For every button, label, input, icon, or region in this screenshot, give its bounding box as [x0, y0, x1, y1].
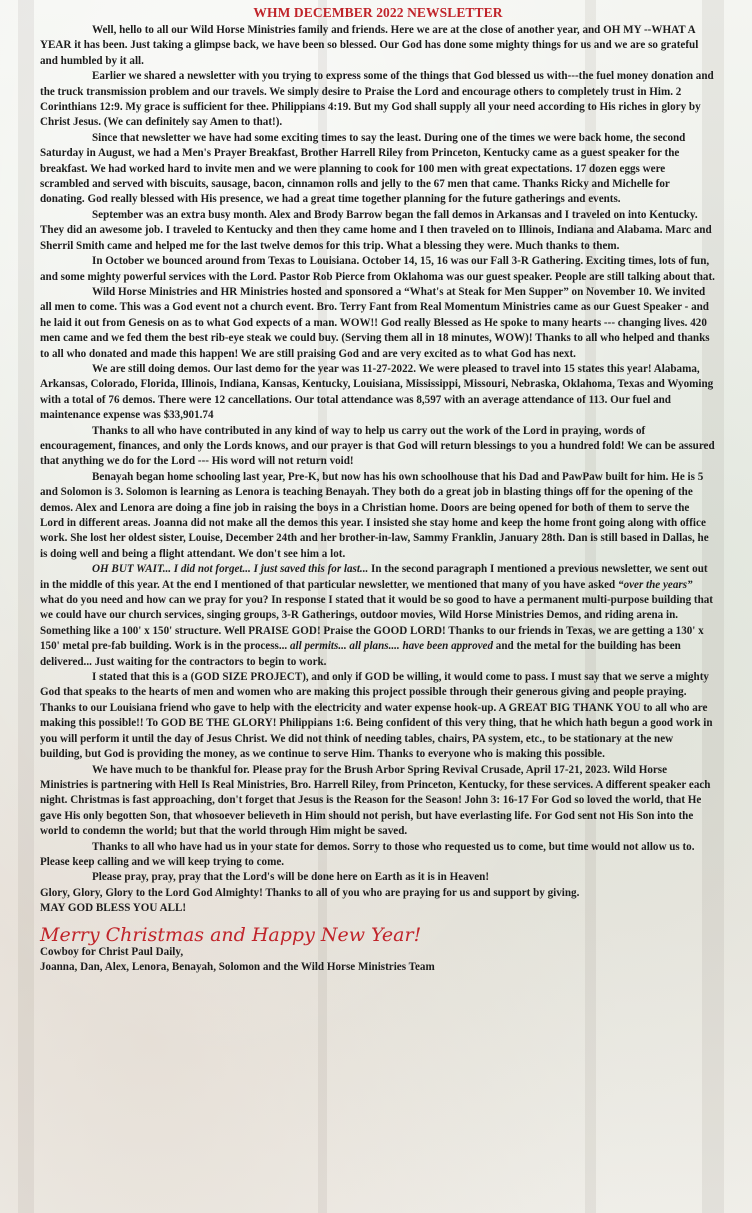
paragraph-earlier-newsletter: Earlier we shared a newsletter with you trying to express some of the things that God blessed us with---the fuel money donation and the truck transmission problem and our travels. We simply desire to Praise the Lord and encourage others to completely trust in Him. 2 Corinthians 12:9. My grace is sufficient for thee. Philippians 4:19. But my God shall supply all your need according to His riches in glory by Christ Jesus. (We can definitely say Amen to that!).	[40, 70, 714, 129]
paragraph-text: In the second paragraph I mentioned a previous newsletter, we sent out in the middle of this year. At the end I mentioned of that particular newsletter, we mentioned that many of you have asked	[40, 563, 708, 591]
paragraph-text: and the metal for the building has been delivered... Just waiting for the contractors to begin to work.	[40, 640, 681, 668]
paragraph-revival: We have much to be thankful for. Please pray for the Brush Arbor Spring Revival Crusade, April 17-21, 2023. Wild Horse Ministries is partnering with Hell Is Real Ministries, Bro. Harrell Riley, from Princeton, Kentucky, for these services. A different speaker each night. Christmas is fast approaching, don't forget that Jesus is the Reason for the Season! John 3: 16-17 For God so loved the world, that He gave His only begotten Son, that whosoever believeth in Him should not perish, but have everlasting life. For God sent not His Son into the world to condemn the world; but that the world through Him might be saved.	[40, 763, 711, 838]
paragraph-text: what do you need and how can we pray for you? In response I stated that it would be so good to have a permanent multi-purpose building that we could have our church services, singing groups, 3-R Gatherings, outdoor movies, Wild Horse Ministries Demos, and riding arena in. Something like a 100' x 150' structure. Well PRAISE GOD! Praise the GOOD LORD! Thanks to our friends in Texas, we are getting a 130' x 150' metal pre-fab building. Work is in the process...	[40, 594, 714, 653]
newsletter-title: WHM DECEMBER 2022 NEWSLETTER	[253, 5, 503, 20]
paragraph-blessing: MAY GOD BLESS YOU ALL!	[40, 902, 187, 915]
signature-line: Cowboy for Christ Paul Daily,	[40, 945, 184, 958]
italic-text: “over the years”	[618, 578, 693, 591]
paragraph-glory: Glory, Glory, Glory to the Lord God Almighty! Thanks to all of you who are praying for us and support by giving.	[40, 886, 580, 899]
signature-team: Joanna, Dan, Alex, Lenora, Benayah, Solomon and the Wild Horse Ministries Team	[40, 960, 435, 973]
newsletter-body	[40, 4, 716, 975]
paragraph-greeting: Well, hello to all our Wild Horse Ministries family and friends. Here we are at the close of another year, and OH MY --WHAT A YEAR it has been. Just taking a glimpse back, we have been so blessed. Our God has done some mighty things for us and we are so grateful and humbled by it all.	[40, 24, 699, 67]
paragraph-prayer-breakfast: Since that newsletter we have had some exciting times to say the least. During one of the times we were back home, the second Saturday in August, we had a Men's Prayer Breakfast, Brother Harrell Riley from Princeton, Kentucky came as a guest speaker for the breakfast. We had worked hard to invite men and we were planning to cook for 100 men with great expectations. 17 dozen eggs were scrambled and served with biscuits, sausage, bacon, cinnamon rolls and jelly to the 67 men that came. Thanks Ricky and Michelle for donating. God really blessed with His presence, we had a great time together planning for the future gatherings and events.	[40, 131, 686, 206]
paragraph-demos: We are still doing demos. Our last demo for the year was 11-27-2022. We were pleased to travel into 15 states this year! Alabama, Arkansas, Colorado, Florida, Illinois, Indiana, Kansas, Kentucky, Louisiana, Mississippi, Missouri, Nebraska, Oklahoma, Texas and Wyoming with a total of 76 demos. There were 12 cancellations. Our total attendance was 8,597 with an average attendance of 113. Our fuel and maintenance expense was $33,901.74	[40, 362, 714, 422]
paragraph-thanks: Thanks to all who have contributed in any kind of way to help us carry out the work of the Lord in praying, words of encouragement, finances, and only the Lords knows, and our prayer is that God will return blessings to you a hundred fold! We can be assured that anything we do for the Lord --- His word will not return void!	[40, 424, 715, 468]
paragraph-men-supper: Wild Horse Ministries and HR Ministries hosted and sponsored a “What's at Steak for Men Supper” on November 10. We invited all men to come. This was a God event not a church event. Bro. Terry Fant from Real Momentum Ministries came as our Guest Speaker - and he laid it out from Genesis on as to what God expects of a man. WOW!! God really Blessed as He spoke to many hearts --- changing lives. 420 men came and we fed them the best rib-eye steak we could buy. (Serving them all in 18 minutes, WOW)! Thanks to all who helped and thanks to all who donated and made this happen! We are still praising God and are very excited as to what God has next.	[40, 285, 710, 360]
paragraph-state-demos: Thanks to all who have had us in your state for demos. Sorry to those who requested us to come, but time would not allow us to. Please keep calling and we will keep trying to come.	[40, 840, 695, 868]
paragraph-family: Benayah began home schooling last year, Pre-K, but now has his own schoolhouse that his Dad and PawPaw built for him. He is 5 and Solomon is 3. Solomon is learning as Lenora is teaching Benayah. They both do a great job in blasting things off for the opening of the demos. Alex and Lenora are doing a fine job in raising the boys in a Christian home. Doors are being opened for both of them to serve the Lord in different areas. Joanna did not make all the demos this year. I insisted she stay home and keep the home front going along with office work. She lost her oldest sister, Louise, December 24th and her brother-in-law, Sammy Franklin, January 28th. Dan is still based in Dallas, he is doing well and being a flight attendant. We don't see him a lot.	[40, 470, 709, 560]
paragraph-building	[40, 562, 716, 670]
italic-text: OH BUT WAIT... I did not forget... I just saved this for last...	[92, 563, 369, 576]
paragraph-september: September was an extra busy month. Alex and Brody Barrow began the fall demos in Arkansas and I traveled on into Kentucky. They did an awesome job. I traveled to Kentucky and then they came home and I then traveled on to Illinois, Indiana and Alabama. Marc and Sherril Smith came and helped me for the last twelve demos for this trip. What a blessing they were. Much thanks to them.	[40, 208, 712, 252]
paragraph-pray: Please pray, pray, pray that the Lord's will be done here on Earth as it is in Heaven!	[92, 871, 490, 884]
italic-text: all permits... all plans.... have been approved	[289, 640, 494, 653]
christmas-greeting: Merry Christmas and Happy New Year!	[40, 923, 422, 946]
paragraph-god-size-project: I stated that this is a (GOD SIZE PROJECT), and only if GOD be willing, it would come to pass. I must say that we serve a mighty God that speaks to the hearts of men and women who are making this project possible through their generous giving and people praying. Thanks to our Louisiana friend who gave to help with the electricity and water expense hook-up. A GREAT BIG THANK YOU to all who are making this possible!! To GOD BE THE GLORY! Philippians 1:6. Being confident of this very thing, that he which hath begun a good work in you will perform it until the day of Jesus Christ. We did not think of needing tables, chairs, PA system, etc., to be stationary at the new building, but God is providing the money, as we continue to serve Him. Thanks to everyone who is making this possible.	[40, 671, 713, 761]
paragraph-october: In October we bounced around from Texas to Louisiana. October 14, 15, 16 was our Fall 3-R Gathering. Exciting times, lots of fun, and some mighty powerful services with the Lord. Pastor Rob Pierce from Oklahoma was our guest speaker. People are still talking about that.	[40, 255, 715, 283]
background-tree-trunk	[18, 0, 34, 1213]
